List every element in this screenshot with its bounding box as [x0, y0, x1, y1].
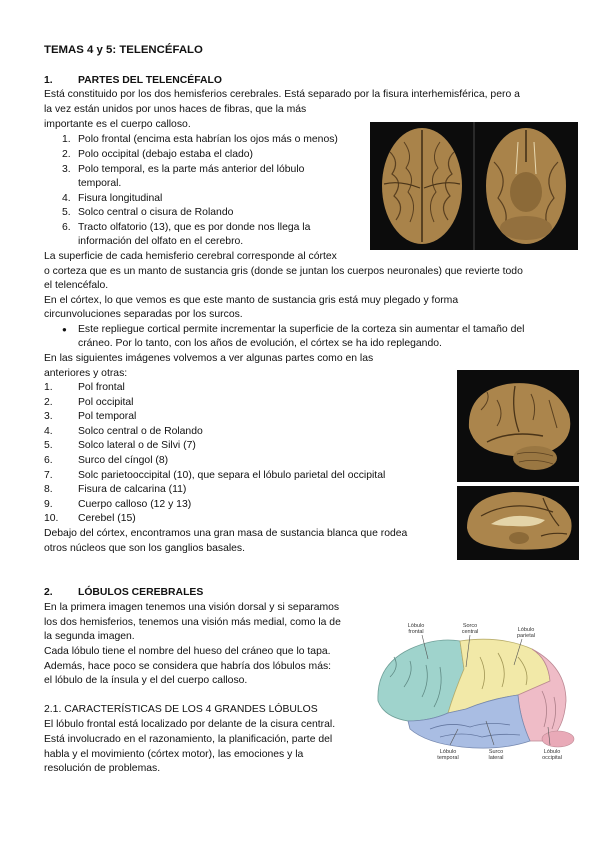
list-item: Solc parietooccipital (10), que separa el lóbulo parietal del occipital	[78, 470, 386, 481]
lobes-line: los dos hemisferios, tenemos una visión más medial, como la de	[44, 617, 341, 628]
section-2-number: 2.	[44, 587, 53, 598]
lobes-line: la segunda imagen.	[44, 631, 135, 642]
section-1-number: 1.	[44, 75, 53, 86]
list-item: Polo occipital (debajo estaba el clado)	[78, 149, 254, 160]
list-number: 3.	[44, 411, 53, 422]
page-title: TEMAS 4 y 5: TELENCÉFALO	[44, 44, 203, 56]
list-item: Solco central o de Rolando	[78, 426, 203, 437]
label-temporal-1: Lóbulo	[439, 749, 457, 755]
lobes-diagram	[370, 617, 584, 767]
label-occipital-1: Lóbulo	[543, 749, 561, 755]
cortex-line: circunvoluciones separadas por los surcos.	[44, 309, 243, 320]
list-item: Solco central o cisura de Rolando	[78, 207, 234, 218]
list-item: Fisura longitudinal	[78, 193, 163, 204]
list-item: Surco del cíngol (8)	[78, 455, 169, 466]
list-number: 5.	[62, 207, 71, 218]
label-frontal-2: frontal	[408, 629, 424, 635]
closing-line: otros núcleos que son los ganglios basales.	[44, 543, 246, 554]
lobes-line: el lóbulo de la ínsula y el del cuerpo calloso.	[44, 675, 248, 686]
list-number: 3.	[62, 164, 71, 175]
list-item: Solco lateral o de Silvi (7)	[78, 440, 196, 451]
label-lateral-2: lateral	[488, 755, 504, 761]
list-number: 6.	[62, 222, 71, 233]
label-parietal-1: Lóbulo	[517, 627, 535, 633]
brain-medial-photo	[457, 486, 579, 560]
section-2-1-heading: 2.1. CARACTERÍSTICAS DE LOS 4 GRANDES LÓBULOS	[44, 704, 318, 715]
label-central-1: Sorco	[462, 623, 478, 629]
label-lateral-1: Surco	[488, 749, 504, 755]
list-item: Tracto olfatorio (13), que es por donde nos llega la	[78, 222, 311, 233]
list-item: Cerebel (15)	[78, 513, 136, 524]
cortex-line: el telencéfalo.	[44, 280, 109, 291]
list-number: 4.	[62, 193, 71, 204]
section-2-heading: LÓBULOS CEREBRALES	[78, 587, 204, 598]
intro-line: la vez están unidos por unos haces de fibras, que la más	[44, 104, 307, 115]
list-number: 1.	[44, 382, 53, 393]
closing-line: Debajo del córtex, encontramos una gran masa de sustancia blanca que rodea	[44, 528, 408, 539]
images-intro-line: anteriores y otras:	[44, 368, 128, 379]
features-line: Está involucrado en el razonamiento, la planificación, parte del	[44, 734, 333, 745]
cortex-line: La superficie de cada hemisferio cerebral corresponde al córtex	[44, 251, 337, 262]
list-item: Cuerpo calloso (12 y 13)	[78, 499, 192, 510]
list-number: 4.	[44, 426, 53, 437]
intro-line: Está constituido por los dos hemisferios cerebrales. Está separado por la fisura interhemisférica, pero a	[44, 89, 520, 100]
label-central-2: central	[461, 629, 479, 635]
list-item-continued: temporal.	[78, 178, 122, 189]
lobes-line: En la primera imagen tenemos una visión dorsal y si separamos	[44, 602, 340, 613]
label-frontal-1: Lòbulo	[407, 623, 425, 629]
list-number: 2.	[44, 397, 53, 408]
lobes-line: Cada lóbulo tiene el nombre del hueso del cráneo que lo tapa.	[44, 646, 331, 657]
list-number: 8.	[44, 484, 53, 495]
images-intro-line: En las siguientes imágenes volvemos a ver algunas partes como en las	[44, 353, 374, 364]
list-number: 2.	[62, 149, 71, 160]
cortex-line: o corteza que es un manto de sustancia gris (donde se juntan los cuerpos neuronales) que revierte todo	[44, 266, 523, 277]
features-line: El lóbulo frontal está localizado por delante de la cisura central.	[44, 719, 336, 730]
list-number: 5.	[44, 440, 53, 451]
section-1-heading: PARTES DEL TELENCÉFALO	[78, 75, 222, 86]
list-number: 1.	[62, 134, 71, 145]
list-number: 6.	[44, 455, 53, 466]
cortex-line: En el córtex, lo que vemos es que este manto de sustancia gris está muy plegado y forma	[44, 295, 459, 306]
list-item: Polo temporal, es la parte más anterior del lóbulo	[78, 164, 305, 175]
brain-dorsal-ventral-photo	[370, 122, 578, 250]
brain-lateral-photo	[457, 370, 579, 482]
features-line: resolución de problemas.	[44, 763, 161, 774]
bullet-line: Este repliegue cortical permite incrementar la superficie de la corteza sin aumentar el tamaño del	[78, 324, 525, 335]
list-number: 7.	[44, 470, 53, 481]
list-item: Fisura de calcarina (11)	[78, 484, 187, 495]
lobes-line: Además, hace poco se considera que habría dos lóbulos más:	[44, 661, 332, 672]
list-number: 10.	[44, 513, 59, 524]
list-item: Polo frontal (encima esta habrían los ojos más o menos)	[78, 134, 338, 145]
intro-line: importante es el cuerpo calloso.	[44, 119, 191, 130]
label-parietal-2: parietal	[516, 633, 536, 639]
list-item: Pol frontal	[78, 382, 125, 393]
bullet-line: cráneo. Por lo tanto, con los años de evolución, el córtex se ha ido replegando.	[78, 338, 442, 349]
list-item-continued: información del olfato en el cerebro.	[78, 236, 244, 247]
list-item: Pol temporal	[78, 411, 137, 422]
bullet-icon: ●	[62, 325, 67, 334]
list-item: Pol occipital	[78, 397, 134, 408]
list-number: 9.	[44, 499, 53, 510]
label-occipital-2: occipital	[542, 755, 562, 761]
label-temporal-2: temporal	[437, 755, 459, 761]
features-line: habla y el movimiento (córtex motor), las emociones y la	[44, 749, 304, 760]
